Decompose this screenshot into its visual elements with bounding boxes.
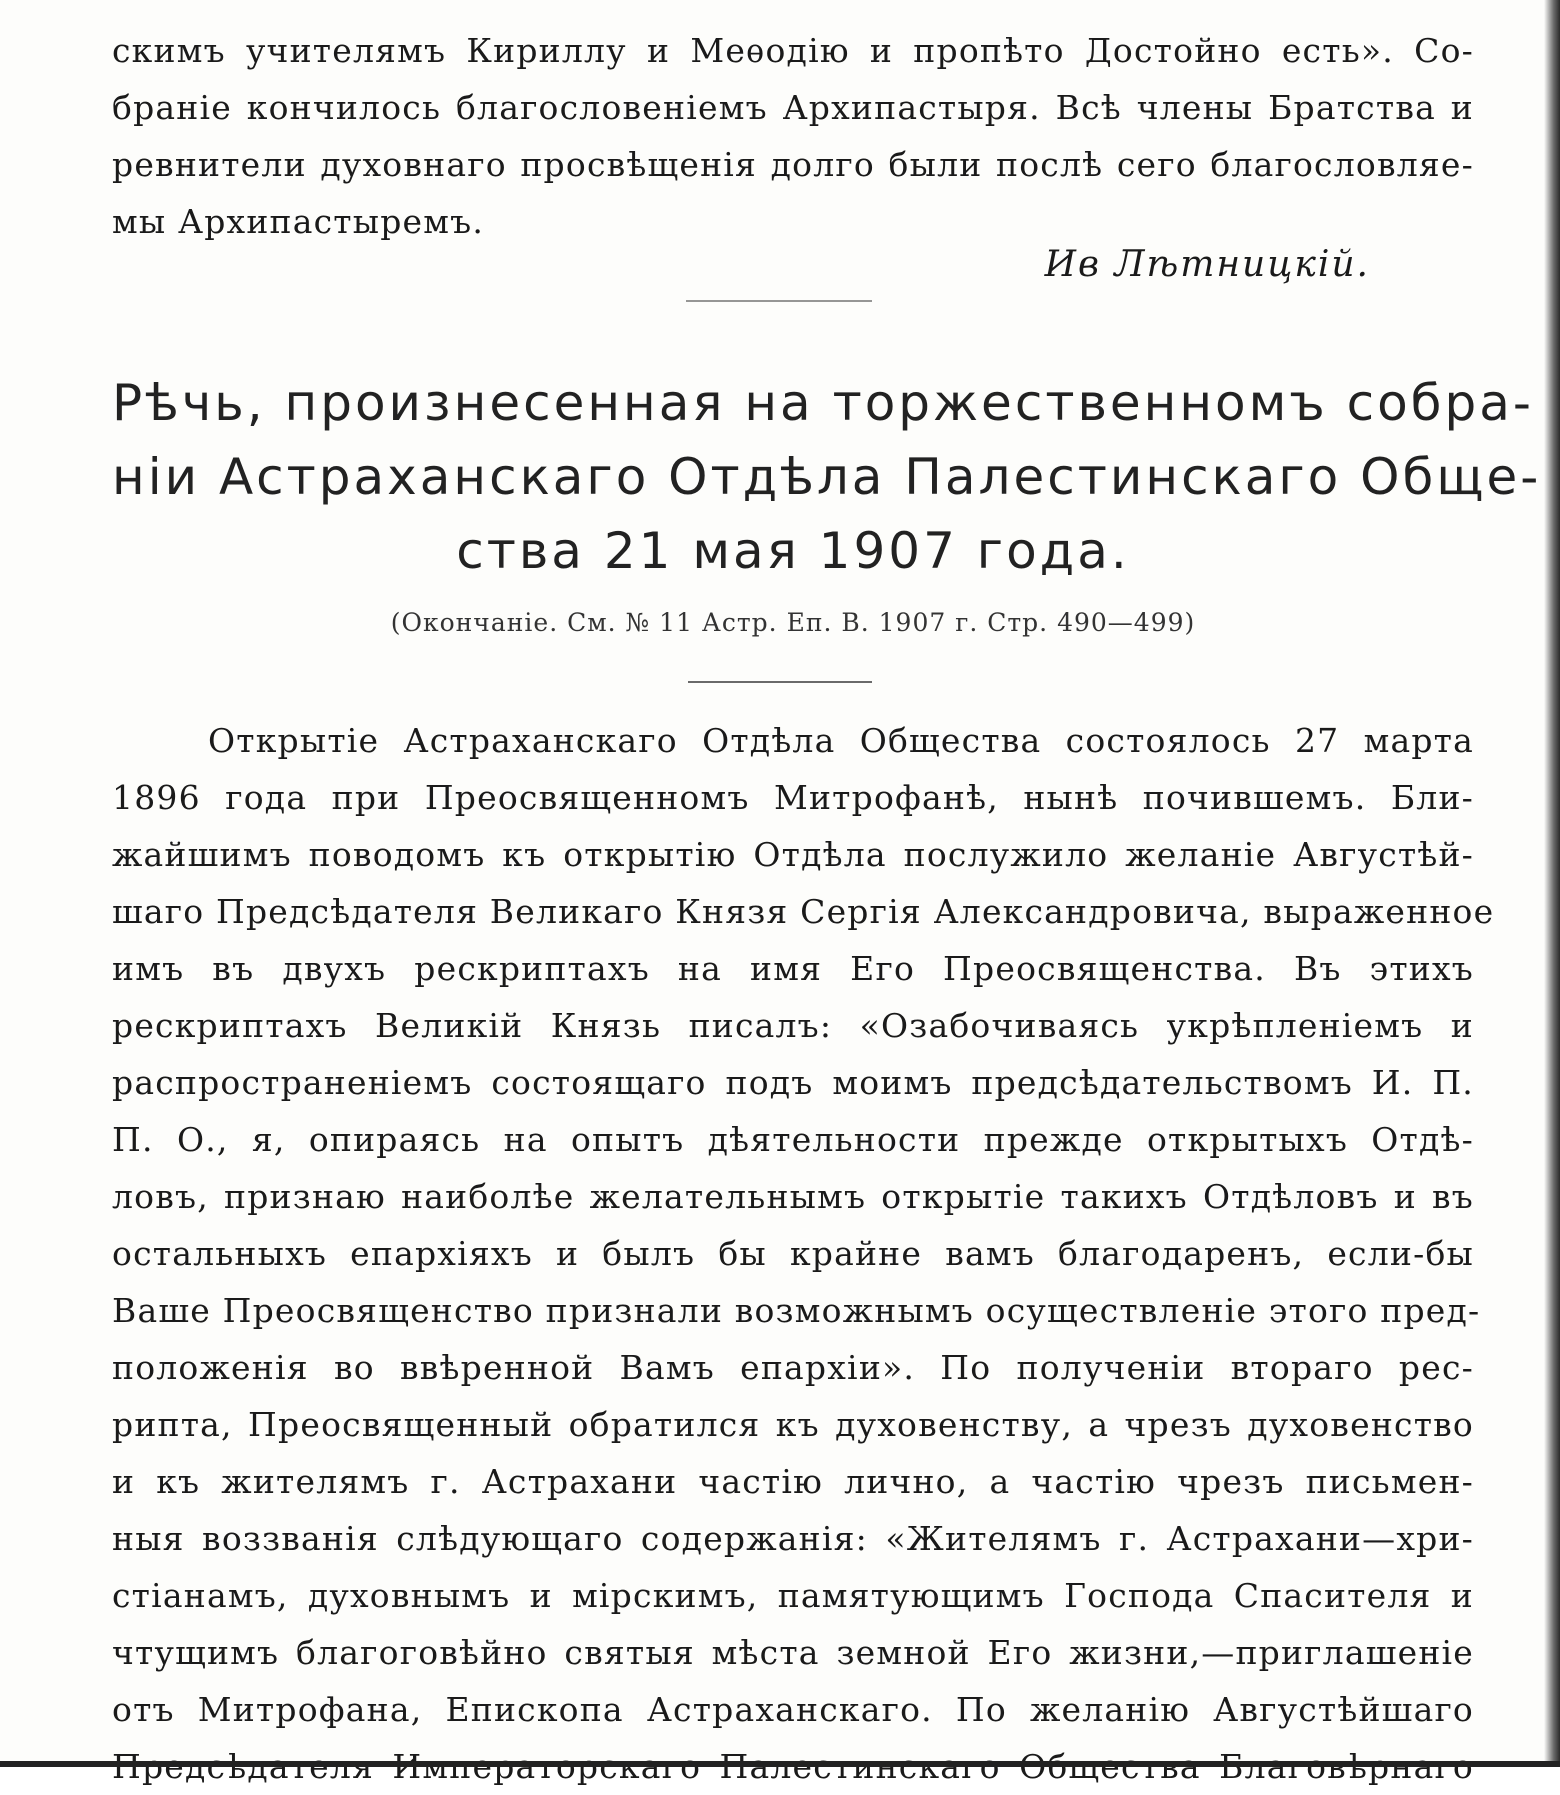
body-line: распространеніемъ состоящаго подъ моимъ предсѣдательствомъ И. П. bbox=[112, 1063, 1474, 1102]
article-title bbox=[112, 366, 1542, 588]
body-line: положенія во ввѣренной Вамъ епархіи». По полученіи втораго рес- bbox=[112, 1348, 1474, 1387]
author-signature: Ив Лѣтницкій. bbox=[1044, 244, 1370, 285]
title-line: Рѣчь, произнесенная на торжественномъ собра- bbox=[112, 374, 1534, 432]
body-line: чтущимъ благоговѣйно святыя мѣста земной Его жизни,—приглашеніе bbox=[112, 1633, 1474, 1672]
section-divider bbox=[686, 300, 872, 302]
title-line: ніи Астраханскаго Отдѣла Палестинскаго Обще- bbox=[112, 448, 1542, 506]
body-line: Открытіе Астраханскаго Отдѣла Общества состоялось 27 марта bbox=[208, 721, 1474, 760]
body-line: шаго Предсѣдателя Великаго Князя Сергія Александровича, выраженное bbox=[112, 892, 1495, 931]
title-line: ства 21 мая 1907 года. bbox=[456, 522, 1130, 580]
body-line: рескриптахъ Великій Князь писалъ: «Озабочиваясь укрѣпленіемъ и bbox=[112, 1006, 1474, 1045]
body-line: жайшимъ поводомъ къ открытію Отдѣла послужило желаніе Августѣй- bbox=[112, 835, 1474, 874]
intro-line: ревнители духовнаго просвѣщенія долго были послѣ сего благословляе- bbox=[112, 145, 1474, 184]
body-line: ныя воззванія слѣдующаго содержанія: «Жителямъ г. Астрахани—хри- bbox=[112, 1519, 1474, 1558]
body-line: Ваше Преосвященство признали возможнымъ осуществленіе этого пред- bbox=[112, 1291, 1481, 1330]
continuation-note: (Окончаніе. См. № 11 Астр. Еп. В. 1907 г. Стр. 490—499) bbox=[390, 608, 1196, 637]
body-line: П. О., я, опираясь на опытъ дѣятельности прежде открытыхъ Отдѣ- bbox=[112, 1120, 1474, 1159]
body-line: имъ въ двухъ рескриптахъ на имя Его Преосвященства. Въ этихъ bbox=[112, 949, 1474, 988]
title-divider bbox=[688, 681, 872, 683]
body-line: и къ жителямъ г. Астрахани частію лично, а частію чрезъ письмен- bbox=[112, 1462, 1474, 1501]
intro-line: мы Архипастыремъ. bbox=[112, 202, 485, 241]
body-line: отъ Митрофана, Епископа Астраханскаго. По желанію Августѣйшаго bbox=[112, 1690, 1474, 1729]
page-bottom-edge bbox=[0, 1761, 1560, 1767]
intro-line: браніе кончилось благословеніемъ Архипастыря. Всѣ члены Братства и bbox=[112, 88, 1474, 127]
body-line: ловъ, признаю наиболѣе желательнымъ открытіе такихъ Отдѣловъ и въ bbox=[112, 1177, 1474, 1216]
page-edge-shadow bbox=[1544, 0, 1560, 1767]
intro-line: скимъ учителямъ Кириллу и Меѳодію и пропѣто Достойно есть». Со- bbox=[112, 31, 1474, 70]
body-line: остальныхъ епархіяхъ и былъ бы крайне вамъ благодаренъ, если-бы bbox=[112, 1234, 1474, 1273]
body-paragraph bbox=[112, 712, 1495, 1795]
intro-paragraph bbox=[112, 22, 1474, 250]
body-line: рипта, Преосвященный обратился къ духовенству, а чрезъ духовенство bbox=[112, 1405, 1474, 1444]
body-line: 1896 года при Преосвященномъ Митрофанѣ, нынѣ почившемъ. Бли- bbox=[112, 778, 1474, 817]
body-line: стіанамъ, духовнымъ и мірскимъ, памятующимъ Господа Спасителя и bbox=[112, 1576, 1474, 1615]
